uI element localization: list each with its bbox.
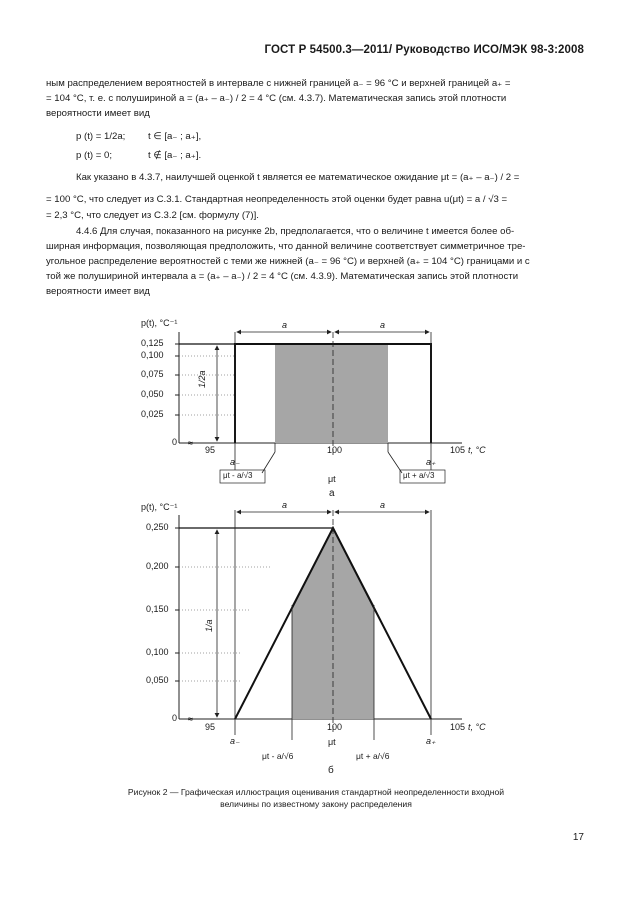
svg-text:≈: ≈	[188, 714, 193, 724]
text-line-4: Как указано в 4.3.7, наилучшей оценкой t является ее математическое ожидание μt = (a₊ – a₋) / 2 =	[76, 172, 520, 183]
figure-b-shaded-area	[292, 528, 374, 719]
text-line-6: = 2,3 °С, что следует из С.3.2 [см. формулу (7)].	[46, 210, 259, 221]
figure-a-a-minus: a₋	[230, 457, 240, 467]
equation-1-left: p (t) = 1/2a;	[76, 131, 126, 142]
figure-b-xtick: 105	[450, 722, 466, 732]
page-header: ГОСТ Р 54500.3—2011/ Руководство ИСО/МЭК 98-3:2008	[264, 44, 584, 56]
figure-b-a-plus: a₊	[426, 736, 436, 746]
figure-caption: Рисунок 2 — Графическая иллюстрация оценивания стандартной неопределенности входной величины по известному закону распределения	[127, 787, 505, 809]
figure-a-height-label: 1/2a	[197, 370, 207, 388]
figure-a-ytick: 0,075	[141, 369, 164, 379]
figure-a-density-line	[235, 344, 431, 443]
figure-a-gridlines	[179, 356, 235, 415]
text-line-7: 4.4.6 Для случая, показанного на рисунке 2b, предполагается, что о величине t имеется более об-	[76, 226, 515, 237]
figure-a-left-std: μt - a/√3	[223, 471, 253, 480]
text-line-11: вероятности имеет вид	[46, 286, 150, 297]
figure-b-ylabel: p(t), °С⁻¹	[141, 502, 178, 512]
figure-a-ytick: 0,125	[141, 338, 164, 348]
equation-1-right: t ∈ [a₋ ; a₊],	[148, 131, 202, 142]
figure-b-left-std: μt - a/√6	[262, 751, 294, 761]
figure-b-ytick: 0,200	[146, 561, 169, 571]
text-line-1: ным распределением вероятностей в интервале с нижней границей a₋ = 96 °С и верхней границей a₊ =	[46, 78, 511, 89]
figure-b-ytick: 0,100	[146, 647, 169, 657]
figure-b-panel-label: б	[328, 765, 334, 776]
figure-b-half-width-right: a	[380, 500, 386, 510]
figure-b-xunit: t, °С	[468, 722, 486, 732]
figure-a-half-width-left: a	[282, 320, 288, 330]
figure-a-xtick: 95	[205, 445, 216, 455]
figure-b-ytick: 0,050	[146, 675, 169, 685]
figure-a-ylabel: p(t), °С⁻¹	[141, 318, 178, 328]
figure-a-right-std: μt + a/√3	[403, 471, 435, 480]
figure-a-xtick: 105	[450, 445, 466, 455]
figure-b-xtick: 100	[327, 722, 343, 732]
figure-b-xtick: 95	[205, 722, 216, 732]
page-number: 17	[572, 832, 584, 843]
figure-a-shaded-area	[275, 344, 388, 443]
text-line-8: ширная информация, позволяющая предположить, что данной величине соответствует симметричное тре-	[46, 241, 526, 252]
text-line-3: вероятности имеет вид	[46, 108, 150, 119]
figure-a-ytick: 0,050	[141, 389, 164, 399]
figure-a-xunit: t, °С	[468, 445, 486, 455]
figure-b-zero: 0	[172, 713, 178, 723]
figure-b-gridlines	[179, 567, 270, 681]
figure-b-mu: μt	[328, 737, 336, 747]
figure-a-a-plus: a₊	[426, 457, 436, 467]
svg-text:≈: ≈	[188, 438, 193, 448]
figure-b-half-width-left: a	[282, 500, 288, 510]
figure-b-a-minus: a₋	[230, 736, 240, 746]
text-line-5: = 100 °С, что следует из С.3.1. Стандартная неопределенность этой оценки будет равна u(μt) = a / √3 =	[46, 194, 508, 205]
figure-a-mu: μt	[328, 474, 336, 484]
figure-b-density-line	[235, 528, 431, 719]
figure-b-ytick: 0,250	[146, 522, 169, 532]
figure-a-xtick: 100	[327, 445, 343, 455]
equation-2-left: p (t) = 0;	[76, 150, 112, 161]
text-line-9: угольное распределение вероятностей с теми же нижней (a₋ = 96 °С) и верхней (a₊ = 104 °С) границами и с	[46, 256, 530, 267]
figure-a-zero: 0	[172, 437, 178, 447]
figure-a-ytick: 0,100	[141, 350, 164, 360]
text-line-2: = 104 °С, т. е. с полушириной a = (a₊ – a₋) / 2 = 4 °С (см. 4.3.7). Математическая запись этой плотности	[46, 93, 507, 104]
equation-2-right: t ∉ [a₋ ; a₊].	[148, 150, 202, 161]
text-line-10: той же полушириной интервала a = (a₊ – a₋) / 2 = 4 °С (см. 4.3.9). Математическая запись этой плотности	[46, 271, 519, 282]
figure-b-right-std: μt + a/√6	[356, 751, 390, 761]
figure-a-panel-label: а	[329, 488, 335, 499]
figure-a-ytick: 0,025	[141, 409, 164, 419]
figure-b-ytick: 0,150	[146, 604, 169, 614]
figure-a-half-width-right: a	[380, 320, 386, 330]
figure-b-height-label: 1/a	[204, 619, 214, 632]
